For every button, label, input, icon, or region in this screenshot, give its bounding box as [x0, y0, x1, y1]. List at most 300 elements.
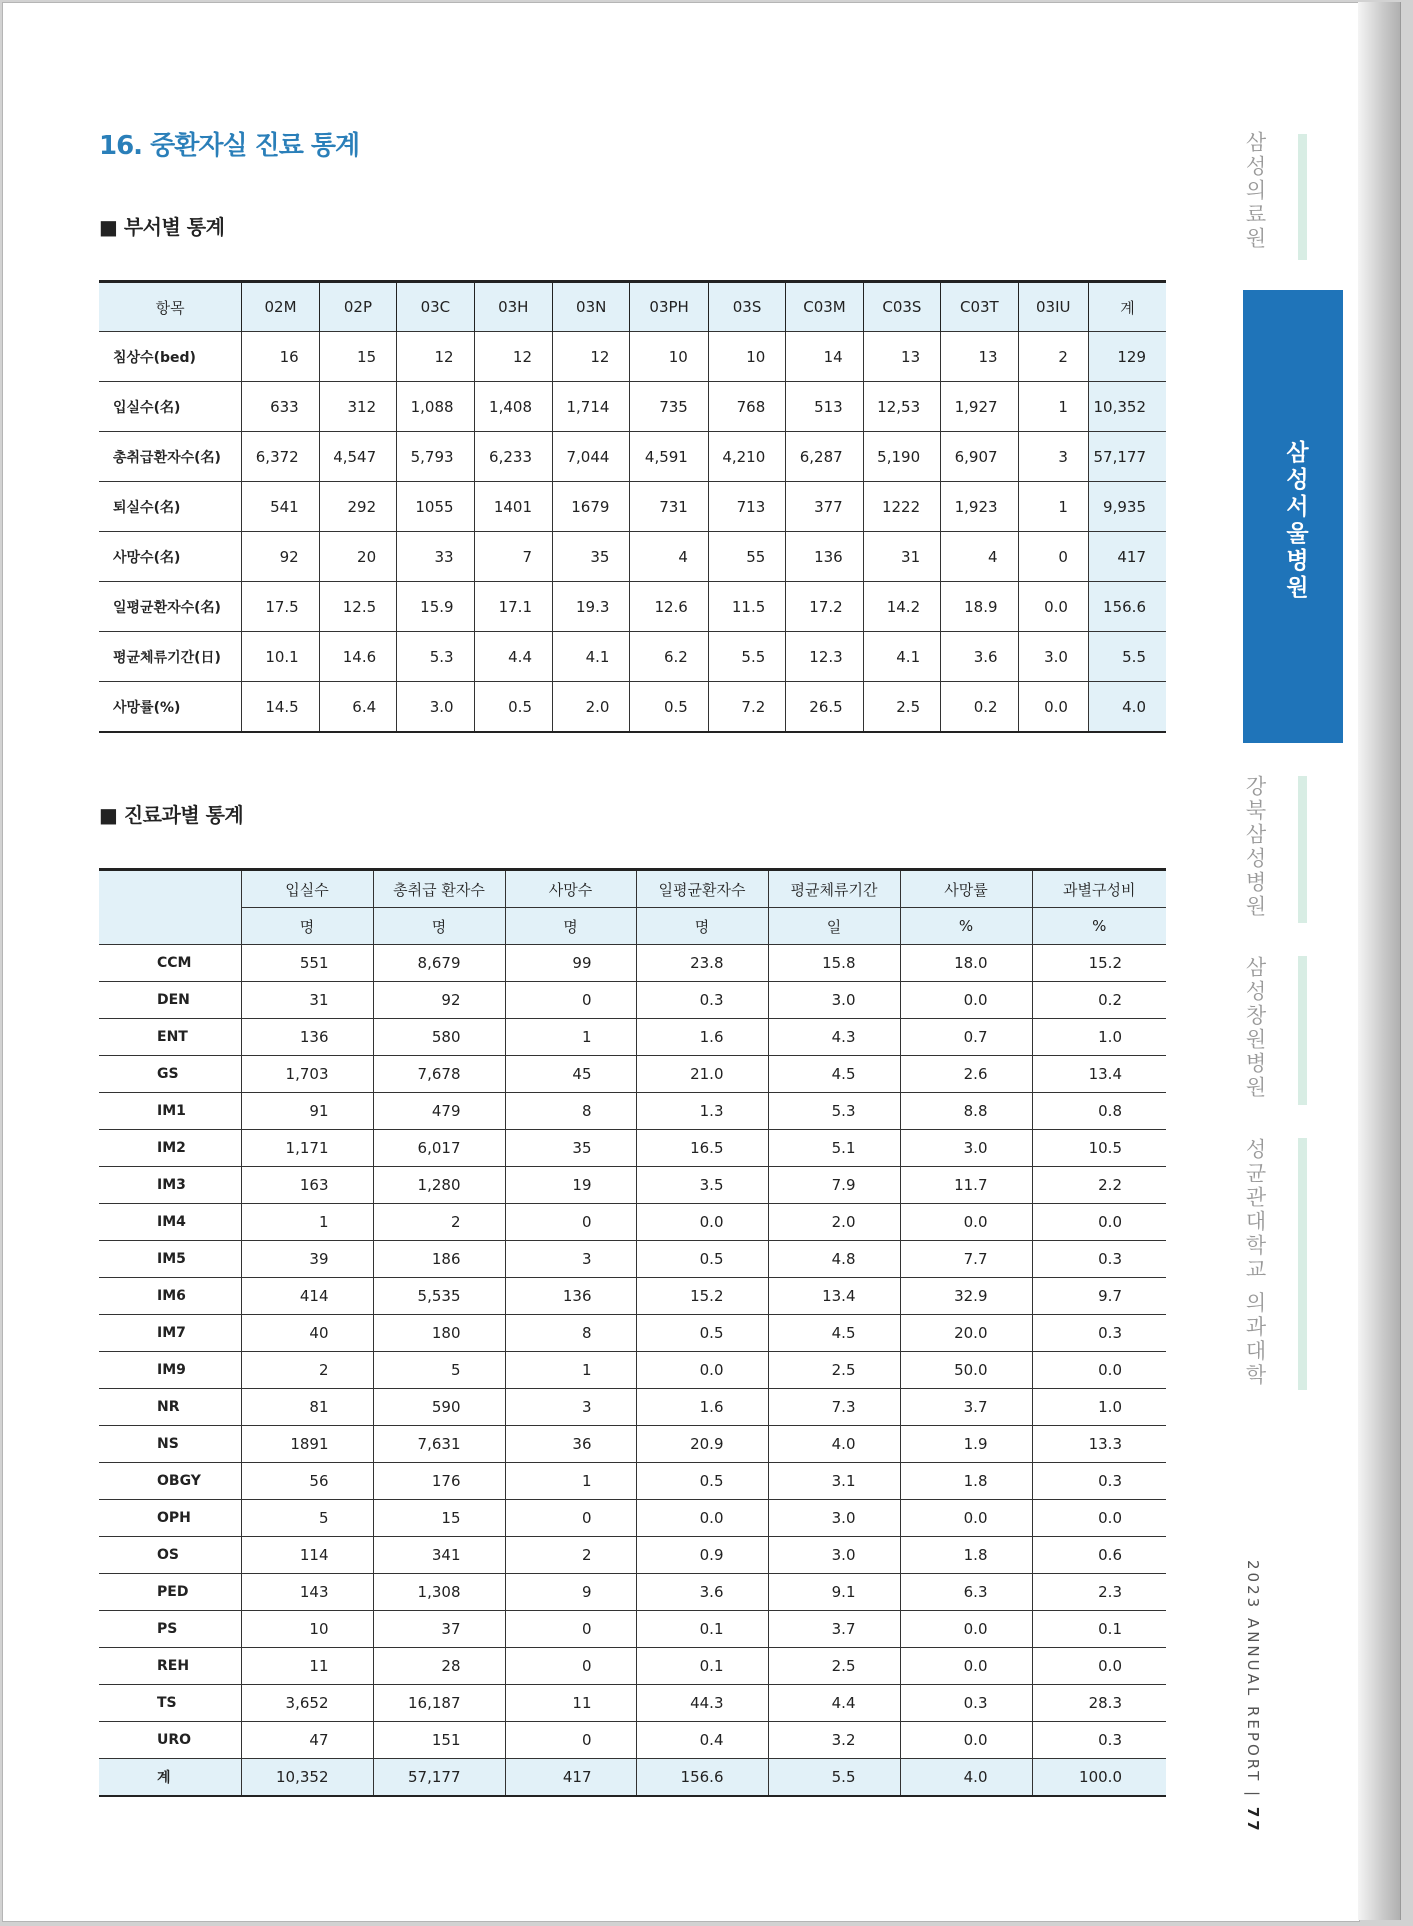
table-cell: 8.8 [900, 1093, 1032, 1130]
table-cell: 12 [397, 332, 474, 382]
table-row [99, 1722, 1166, 1759]
table-row [99, 1463, 1166, 1500]
annual-report-footer [1244, 1560, 1262, 1834]
row-label: IM6 [99, 1278, 241, 1315]
row-label: 평균체류기간(日) [99, 632, 242, 682]
table-cell: 32.9 [900, 1278, 1032, 1315]
table-row [99, 1648, 1166, 1685]
table-cell: 3.6 [941, 632, 1018, 682]
table-cell: 15 [373, 1500, 505, 1537]
table-cell: 11 [241, 1648, 373, 1685]
table-cell: 1,408 [474, 382, 552, 432]
column-unit: 일 [768, 908, 900, 945]
table-cell: 6,907 [941, 432, 1018, 482]
table-cell: 3 [505, 1389, 636, 1426]
table-cell: 0 [505, 1722, 636, 1759]
table-cell: 7 [474, 532, 552, 582]
table-cell: 5.5 [708, 632, 785, 682]
column-header: 02P [319, 282, 396, 332]
table-cell: 20.0 [900, 1315, 1032, 1352]
column-header: 사망률 [900, 870, 1032, 908]
table-cell: 0.0 [900, 1722, 1032, 1759]
table-row [99, 1093, 1166, 1130]
table-cell: 3,652 [241, 1685, 373, 1722]
table-cell: 6,287 [786, 432, 863, 482]
table-cell: 0.0 [1032, 1500, 1166, 1537]
table-cell: 14 [786, 332, 863, 382]
table-cell: 513 [786, 382, 863, 432]
table-row [99, 1204, 1166, 1241]
side-tab-label: 삼성서울병원 [1282, 440, 1308, 602]
table-cell: 5 [373, 1352, 505, 1389]
table-cell: 4.0 [1088, 682, 1166, 733]
table-row [99, 1315, 1166, 1352]
table-cell: 0.0 [900, 1611, 1032, 1648]
row-label: TS [99, 1685, 241, 1722]
column-header: 03S [708, 282, 785, 332]
column-header: 일평균환자수 [636, 870, 768, 908]
table-row [99, 1574, 1166, 1611]
table-cell: 17.5 [242, 582, 319, 632]
table-cell: 1 [505, 1352, 636, 1389]
table-cell: 1,923 [941, 482, 1018, 532]
table-row [99, 1167, 1166, 1204]
table-cell: 4.3 [768, 1019, 900, 1056]
row-label: IM7 [99, 1315, 241, 1352]
column-header: 03N [553, 282, 630, 332]
table-cell: 16.5 [636, 1130, 768, 1167]
table-cell: 129 [1088, 332, 1166, 382]
table-cell: 4.5 [768, 1315, 900, 1352]
table-cell: 5.1 [768, 1130, 900, 1167]
section-heading-specialty: ■ 진료과별 통계 [99, 803, 244, 827]
table-cell: 1679 [553, 482, 630, 532]
table-cell: 92 [242, 532, 319, 582]
row-label: 입실수(名) [99, 382, 242, 432]
table-cell: 12.3 [786, 632, 863, 682]
table-cell: 47 [241, 1722, 373, 1759]
table-cell: 2 [1018, 332, 1088, 382]
table-row [99, 1056, 1166, 1093]
page-number: 77 [1244, 1806, 1262, 1834]
table-row [99, 1352, 1166, 1389]
table-cell: 91 [241, 1093, 373, 1130]
table-cell: 0.3 [1032, 1463, 1166, 1500]
table-cell: 13.3 [1032, 1426, 1166, 1463]
table-cell: 1891 [241, 1426, 373, 1463]
table-cell: 6,017 [373, 1130, 505, 1167]
row-label: IM1 [99, 1093, 241, 1130]
column-header: C03M [786, 282, 863, 332]
table-cell: 136 [786, 532, 863, 582]
table-cell: 0.5 [636, 1315, 768, 1352]
table-cell: 1,171 [241, 1130, 373, 1167]
table-cell: 1.6 [636, 1019, 768, 1056]
table-cell: 4.1 [553, 632, 630, 682]
table-cell: 4,210 [708, 432, 785, 482]
table-row [99, 1611, 1166, 1648]
side-tab-bar [1298, 956, 1307, 1105]
table-cell: 0.5 [636, 1463, 768, 1500]
table-cell: 39 [241, 1241, 373, 1278]
table-row [99, 1426, 1166, 1463]
table-cell: 14.6 [319, 632, 396, 682]
table-cell: 1 [1018, 482, 1088, 532]
table-cell: 4,547 [319, 432, 396, 482]
table-cell: 156.6 [636, 1759, 768, 1797]
table-cell: 6.4 [319, 682, 396, 733]
table-cell: 0 [1018, 532, 1088, 582]
column-header: 평균체류기간 [768, 870, 900, 908]
page-edge [1358, 2, 1401, 1920]
row-label: 침상수(bed) [99, 332, 242, 382]
table-cell: 479 [373, 1093, 505, 1130]
table-cell: 10 [630, 332, 708, 382]
table-cell: 33 [397, 532, 474, 582]
table-cell: 1 [241, 1204, 373, 1241]
table-row [99, 1019, 1166, 1056]
side-tab-samsung-medical-center[interactable]: 삼성의료원 [1243, 131, 1267, 251]
table-cell: 3 [505, 1241, 636, 1278]
table-cell: 0.0 [636, 1352, 768, 1389]
table-cell: 0.2 [941, 682, 1018, 733]
table-cell: 15.2 [636, 1278, 768, 1315]
table-cell: 417 [1088, 532, 1166, 582]
table-cell: 3.0 [768, 1500, 900, 1537]
side-tab-bar [1298, 134, 1307, 260]
table-cell: 0.0 [1018, 682, 1088, 733]
table-cell: 44.3 [636, 1685, 768, 1722]
table-cell: 15.8 [768, 945, 900, 982]
table-cell: 186 [373, 1241, 505, 1278]
table-cell: 0.0 [1032, 1352, 1166, 1389]
column-header: 사망수 [505, 870, 636, 908]
table-cell: 3.2 [768, 1722, 900, 1759]
table-cell: 1,308 [373, 1574, 505, 1611]
table-cell: 14.2 [863, 582, 940, 632]
table-cell: 341 [373, 1537, 505, 1574]
table-cell: 0 [505, 1204, 636, 1241]
column-unit: % [900, 908, 1032, 945]
table-cell: 7.3 [768, 1389, 900, 1426]
table-cell: 176 [373, 1463, 505, 1500]
column-header: 과별구성비 [1032, 870, 1166, 908]
table-cell: 1 [1018, 382, 1088, 432]
column-header: 02M [242, 282, 319, 332]
table-cell: 50.0 [900, 1352, 1032, 1389]
table-row [99, 1389, 1166, 1426]
row-label: URO [99, 1722, 241, 1759]
table-cell: 6.3 [900, 1574, 1032, 1611]
column-header: 03PH [630, 282, 708, 332]
table-cell: 1.8 [900, 1463, 1032, 1500]
table-cell: 292 [319, 482, 396, 532]
table-cell: 99 [505, 945, 636, 982]
table-row [99, 1685, 1166, 1722]
table-cell: 7,678 [373, 1056, 505, 1093]
table-cell: 36 [505, 1426, 636, 1463]
table-cell: 8,679 [373, 945, 505, 982]
table-cell: 3.1 [768, 1463, 900, 1500]
table-cell: 40 [241, 1315, 373, 1352]
table-cell: 541 [242, 482, 319, 532]
table-cell: 377 [786, 482, 863, 532]
row-label: 사망률(%) [99, 682, 242, 733]
table-cell: 163 [241, 1167, 373, 1204]
table-cell: 1.0 [1032, 1389, 1166, 1426]
table-cell: 1,714 [553, 382, 630, 432]
table-cell: 5,535 [373, 1278, 505, 1315]
column-unit: 명 [373, 908, 505, 945]
row-label: PS [99, 1611, 241, 1648]
table-cell: 13.4 [1032, 1056, 1166, 1093]
row-label: IM3 [99, 1167, 241, 1204]
table-cell: 0.9 [636, 1537, 768, 1574]
table-cell: 10.1 [242, 632, 319, 682]
table-cell: 156.6 [1088, 582, 1166, 632]
table-cell: 417 [505, 1759, 636, 1797]
table-cell: 0.5 [630, 682, 708, 733]
table-cell: 9.7 [1032, 1278, 1166, 1315]
side-tab-bar [1298, 1138, 1307, 1390]
table-cell: 37 [373, 1611, 505, 1648]
column-header: 03C [397, 282, 474, 332]
table-cell: 7.9 [768, 1167, 900, 1204]
table-cell: 7,044 [553, 432, 630, 482]
table-cell: 10,352 [241, 1759, 373, 1797]
table-cell: 3.7 [900, 1389, 1032, 1426]
column-header: C03T [941, 282, 1018, 332]
table-cell: 0.3 [1032, 1722, 1166, 1759]
table-cell: 4 [630, 532, 708, 582]
table-row [99, 682, 1166, 733]
table-cell: 7,631 [373, 1426, 505, 1463]
table-cell: 1.0 [1032, 1019, 1166, 1056]
table-cell: 136 [505, 1278, 636, 1315]
table-cell: 1055 [397, 482, 474, 532]
table-cell: 14.5 [242, 682, 319, 733]
table-cell: 9 [505, 1574, 636, 1611]
table-cell: 100.0 [1032, 1759, 1166, 1797]
table-row [99, 1500, 1166, 1537]
table-cell: 0.3 [900, 1685, 1032, 1722]
table-cell: 4.1 [863, 632, 940, 682]
table-cell: 0.1 [1032, 1611, 1166, 1648]
table-cell: 1.9 [900, 1426, 1032, 1463]
table-cell: 12 [474, 332, 552, 382]
table-cell: 0.1 [636, 1611, 768, 1648]
table-row [99, 1537, 1166, 1574]
table-cell: 2 [373, 1204, 505, 1241]
column-header: 계 [1088, 282, 1166, 332]
table-cell: 17.1 [474, 582, 552, 632]
table-row [99, 482, 1166, 532]
table-cell: 0.0 [900, 1500, 1032, 1537]
table-cell: 5,793 [397, 432, 474, 482]
table-cell: 0.2 [1032, 982, 1166, 1019]
table-row [99, 582, 1166, 632]
table-cell: 12.6 [630, 582, 708, 632]
table-cell: 81 [241, 1389, 373, 1426]
row-label: IM4 [99, 1204, 241, 1241]
table-cell: 15.2 [1032, 945, 1166, 982]
table-cell: 6,372 [242, 432, 319, 482]
table-cell: 7.2 [708, 682, 785, 733]
table-cell: 3.6 [636, 1574, 768, 1611]
table-cell: 0.7 [900, 1019, 1032, 1056]
row-label: OS [99, 1537, 241, 1574]
table-cell: 4 [941, 532, 1018, 582]
column-unit: 명 [505, 908, 636, 945]
table-cell: 2.3 [1032, 1574, 1166, 1611]
table-cell: 114 [241, 1537, 373, 1574]
table-cell: 1,280 [373, 1167, 505, 1204]
table-cell: 11 [505, 1685, 636, 1722]
row-label: IM2 [99, 1130, 241, 1167]
table-cell: 23.8 [636, 945, 768, 982]
table-cell: 35 [553, 532, 630, 582]
table-cell: 55 [708, 532, 785, 582]
side-tab-samsung-seoul-hospital[interactable] [1243, 290, 1343, 743]
table-cell: 1.8 [900, 1537, 1032, 1574]
table-cell: 0.5 [636, 1241, 768, 1278]
table-cell: 414 [241, 1278, 373, 1315]
table-cell: 31 [241, 982, 373, 1019]
table-cell: 13 [941, 332, 1018, 382]
table-cell: 1,927 [941, 382, 1018, 432]
table-cell: 0.8 [1032, 1093, 1166, 1130]
table-cell: 0 [505, 1648, 636, 1685]
table-row [99, 382, 1166, 432]
table-cell: 16 [242, 332, 319, 382]
table-cell: 5.5 [768, 1759, 900, 1797]
table-cell: 16,187 [373, 1685, 505, 1722]
table-cell: 633 [242, 382, 319, 432]
table-cell: 2 [505, 1537, 636, 1574]
side-tab-samsung-changwon[interactable]: 삼성창원병원 [1243, 956, 1267, 1100]
table-cell: 1401 [474, 482, 552, 532]
table-cell: 6,233 [474, 432, 552, 482]
table-cell: 10 [708, 332, 785, 382]
table-cell: 2.6 [900, 1056, 1032, 1093]
table-cell: 3.0 [1018, 632, 1088, 682]
table-cell: 151 [373, 1722, 505, 1759]
table-cell: 4.0 [768, 1426, 900, 1463]
column-unit: 명 [636, 908, 768, 945]
table-cell: 0.0 [900, 982, 1032, 1019]
table-row [99, 1241, 1166, 1278]
row-label: 퇴실수(名) [99, 482, 242, 532]
table-cell: 0.4 [636, 1722, 768, 1759]
table-cell: 8 [505, 1315, 636, 1352]
table-cell: 3.5 [636, 1167, 768, 1204]
column-header: 총취급 환자수 [373, 870, 505, 908]
side-tab-bar [1298, 776, 1307, 923]
table-row [99, 1130, 1166, 1167]
table-cell: 5,190 [863, 432, 940, 482]
table-row [99, 532, 1166, 582]
table-cell: 0.0 [636, 1500, 768, 1537]
table-cell: 0 [505, 1611, 636, 1648]
table-cell: 28.3 [1032, 1685, 1166, 1722]
table-cell: 731 [630, 482, 708, 532]
row-label: ENT [99, 1019, 241, 1056]
page-title: 16. 중환자실 진료 통계 [99, 131, 360, 161]
row-label: REH [99, 1648, 241, 1685]
column-header: 입실수 [241, 870, 373, 908]
table-cell: 5 [241, 1500, 373, 1537]
total-row [99, 1759, 1166, 1797]
corner-cell [99, 870, 241, 945]
table-cell: 28 [373, 1648, 505, 1685]
row-label: DEN [99, 982, 241, 1019]
side-tab-kangbuk-samsung[interactable]: 강북삼성병원 [1243, 775, 1267, 919]
table-cell: 3.0 [768, 1537, 900, 1574]
table-cell: 0.5 [474, 682, 552, 733]
table-header-row [99, 282, 1166, 332]
table-cell: 3.0 [768, 982, 900, 1019]
table-cell: 13 [863, 332, 940, 382]
table-cell: 1,703 [241, 1056, 373, 1093]
table-cell: 143 [241, 1574, 373, 1611]
section-heading-dept: ■ 부서별 통계 [99, 215, 225, 239]
row-label: GS [99, 1056, 241, 1093]
table-cell: 0.3 [636, 982, 768, 1019]
table-cell: 9,935 [1088, 482, 1166, 532]
table-cell: 5.3 [768, 1093, 900, 1130]
table-cell: 136 [241, 1019, 373, 1056]
table-cell: 0 [505, 982, 636, 1019]
table-cell: 0.0 [636, 1204, 768, 1241]
table-cell: 2.5 [768, 1352, 900, 1389]
column-unit: % [1032, 908, 1166, 945]
table-row [99, 945, 1166, 982]
table-cell: 31 [863, 532, 940, 582]
table-cell: 0.0 [900, 1648, 1032, 1685]
table-cell: 12 [553, 332, 630, 382]
table-cell: 3.0 [397, 682, 474, 733]
table-cell: 13.4 [768, 1278, 900, 1315]
column-header: C03S [863, 282, 940, 332]
table-cell: 7.7 [900, 1241, 1032, 1278]
table-cell: 3.7 [768, 1611, 900, 1648]
table-row [99, 982, 1166, 1019]
table-cell: 1.6 [636, 1389, 768, 1426]
table-cell: 180 [373, 1315, 505, 1352]
table-cell: 2.5 [863, 682, 940, 733]
table-cell: 2.5 [768, 1648, 900, 1685]
table-cell: 0.1 [636, 1648, 768, 1685]
table-cell: 35 [505, 1130, 636, 1167]
table-cell: 11.5 [708, 582, 785, 632]
row-label: PED [99, 1574, 241, 1611]
table-cell: 0.0 [1032, 1204, 1166, 1241]
table-cell: 590 [373, 1389, 505, 1426]
row-label: IM5 [99, 1241, 241, 1278]
table-row [99, 432, 1166, 482]
table-units-row [99, 908, 1166, 945]
table-cell: 2.0 [768, 1204, 900, 1241]
side-tab-skku-medicine[interactable]: 성균관대학교 의과대학 [1243, 1138, 1267, 1388]
table-cell: 20 [319, 532, 396, 582]
row-label: OPH [99, 1500, 241, 1537]
table-cell: 0.0 [900, 1204, 1032, 1241]
table-cell: 1222 [863, 482, 940, 532]
table-cell: 551 [241, 945, 373, 982]
table-cell: 312 [319, 382, 396, 432]
row-label: IM9 [99, 1352, 241, 1389]
table-cell: 17.2 [786, 582, 863, 632]
